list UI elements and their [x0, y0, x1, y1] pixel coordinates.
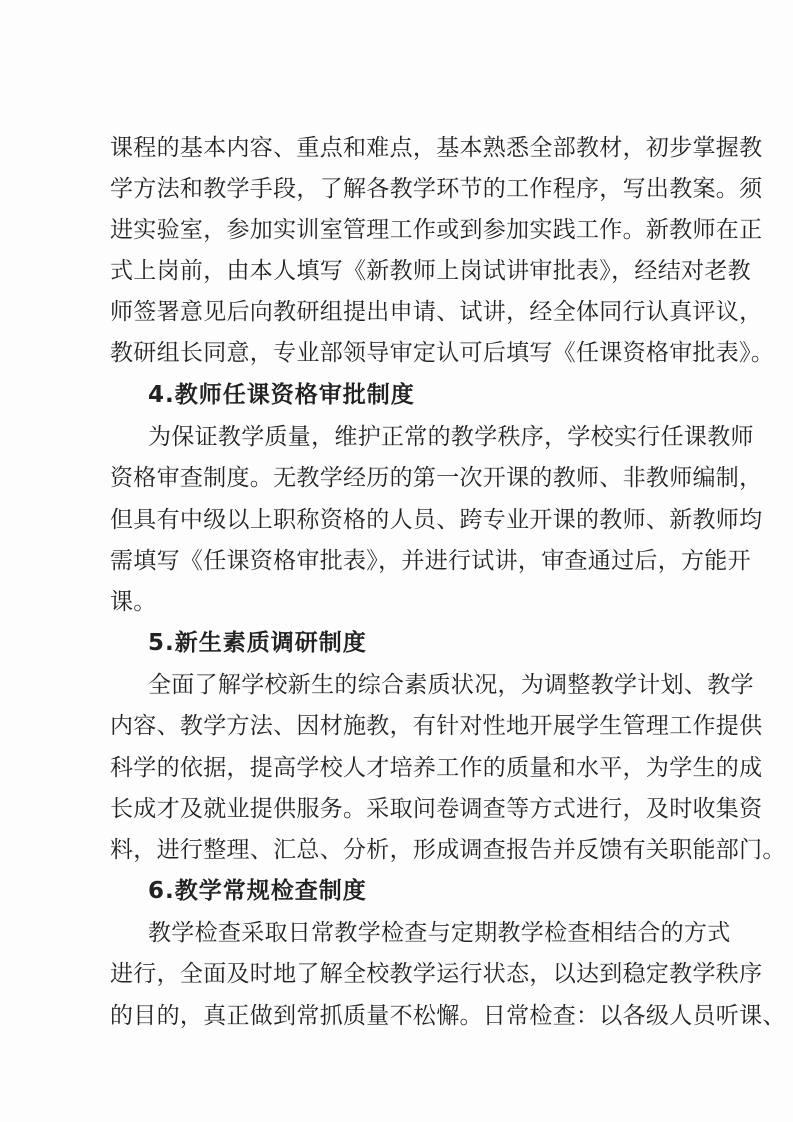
paragraph-line: 课程的基本内容、重点和难点，基本熟悉全部教材，初步掌握教 — [110, 135, 763, 161]
paragraph-line: 全面了解学校新生的综合素质状况，为调整教学计划、教学 — [148, 672, 754, 698]
paragraph-line: 资格审查制度。无教学经历的第一次开课的教师、非教师编制， — [110, 465, 763, 491]
paragraph-line: 式上岗前，由本人填写《新教师上岗试讲审批表》，经结对老教 — [110, 258, 751, 284]
paragraph-line: 进实验室，参加实训室管理工作或到参加实践工作。新教师在正 — [110, 217, 763, 243]
paragraph-line: 课。 — [110, 589, 157, 615]
paragraph-line: 为保证教学质量，维护正常的教学秩序，学校实行任课教师 — [148, 424, 754, 450]
paragraph-line: 学方法和教学手段，了解各教学环节的工作程序，写出教案。须 — [110, 176, 763, 202]
paragraph-line: 长成才及就业提供服务。采取问卷调查等方式进行，及时收集资 — [110, 796, 763, 822]
paragraph-line: 师签署意见后向教研组提出申请、试讲，经全体同行认真评议， — [110, 299, 763, 325]
paragraph-line: 的目的，真正做到常抓质量不松懈。日常检查：以各级人员听课、 — [110, 1003, 786, 1029]
paragraph-line: 教学检查采取日常教学检查与定期教学检查相结合的方式 — [148, 920, 731, 946]
paragraph-line: 科学的依据，提高学校人才培养工作的质量和水平，为学生的成 — [110, 755, 763, 781]
paragraph-line: 进行，全面及时地了解全校教学运行状态，以达到稳定教学秩序 — [110, 961, 763, 987]
section-heading: 6.教学常规检查制度 — [148, 878, 367, 904]
paragraph-line: 料，进行整理、汇总、分析，形成调查报告并反馈有关职能部门。 — [110, 837, 786, 863]
section-heading: 4.教师任课资格审批制度 — [148, 382, 415, 408]
paragraph-line: 但具有中级以上职称资格的人员、跨专业开课的教师、新教师均 — [110, 507, 763, 533]
paragraph-line: 内容、教学方法、因材施教，有针对性地开展学生管理工作提供 — [110, 713, 763, 739]
paragraph-line: 教研组长同意，专业部领导审定认可后填写《任课资格审批表》。 — [110, 340, 775, 366]
paragraph-line: 需填写《任课资格审批表》，并进行试讲，审查通过后，方能开 — [110, 548, 751, 574]
section-heading: 5.新生素质调研制度 — [148, 630, 367, 656]
